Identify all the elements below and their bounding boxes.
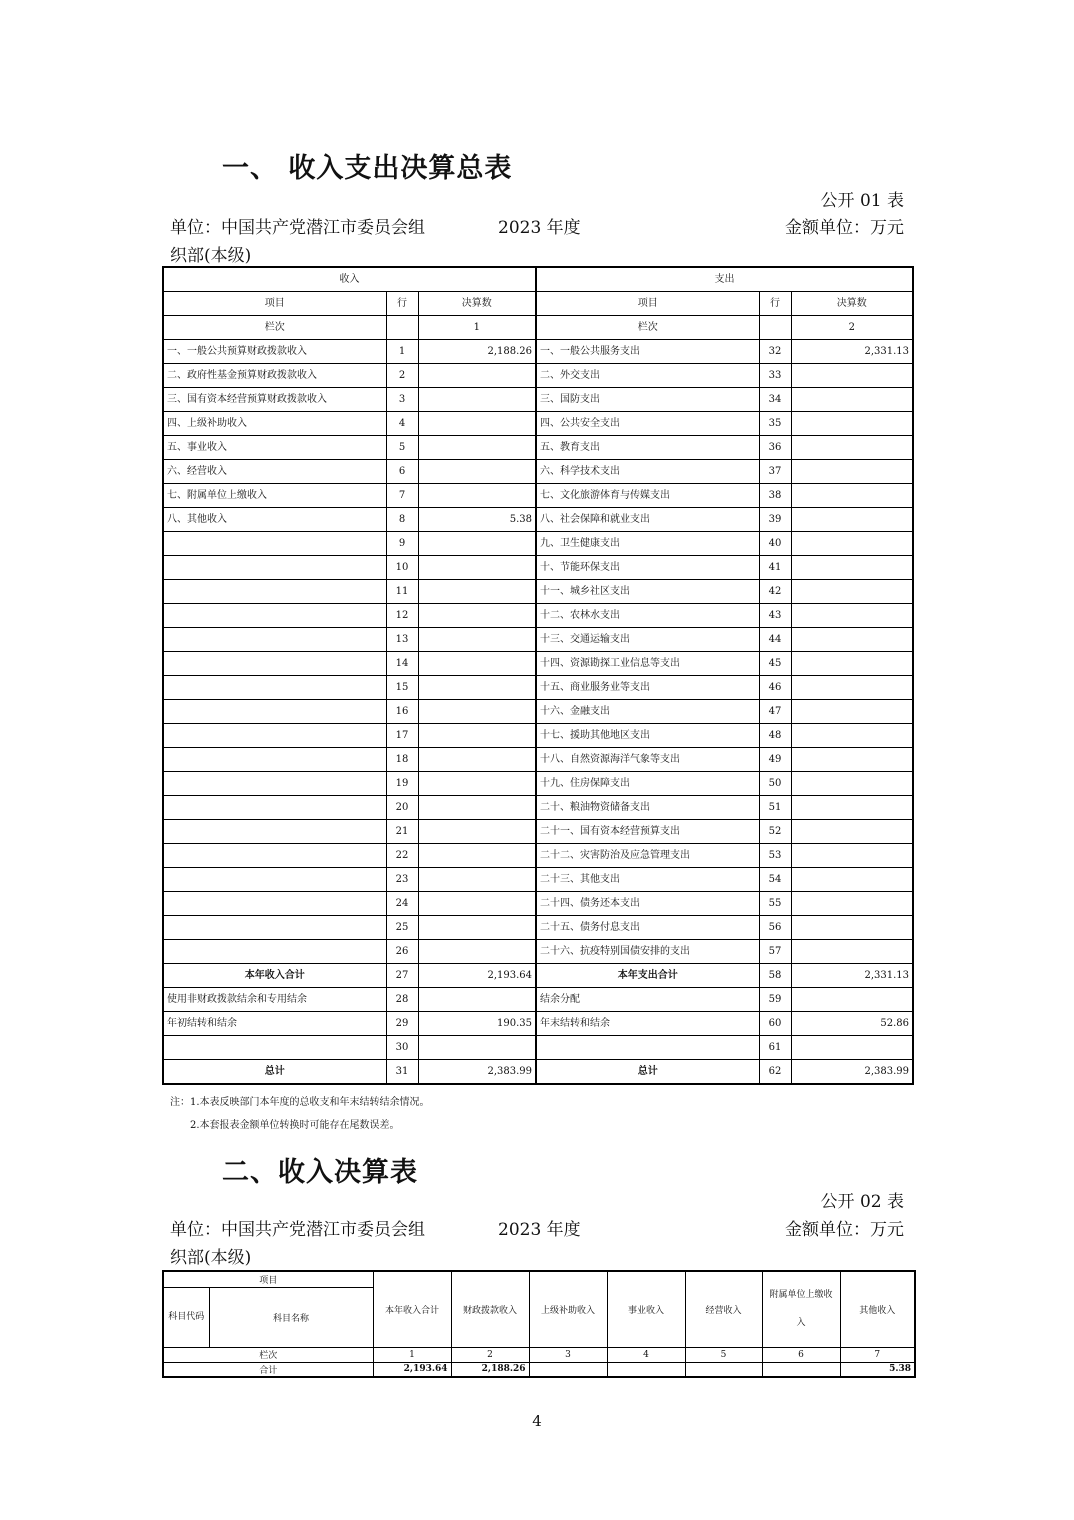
income-amount-cell: [418, 748, 536, 772]
expense-amount-cell: [791, 796, 913, 820]
expense-amount-cell: [791, 844, 913, 868]
table-row: [163, 964, 913, 988]
income-amount-cell: [418, 364, 536, 388]
table-row: [163, 748, 913, 772]
expense-item-cell: 五、教育支出: [536, 436, 759, 460]
expense-row-number: 48: [759, 724, 791, 748]
expense-item-cell: 十二、农林水支出: [536, 604, 759, 628]
t2-name-header: 科目名称: [209, 1287, 373, 1347]
expense-row-number: 41: [759, 556, 791, 580]
income-row-number: 6: [386, 460, 418, 484]
t2-total-c5: [685, 1362, 762, 1377]
t2-index-4: 4: [607, 1347, 685, 1362]
expense-item-cell: 十四、资源勘探工业信息等支出: [536, 652, 759, 676]
income-row-number: 5: [386, 436, 418, 460]
income-item-cell: [163, 868, 386, 892]
expense-amount-cell: [791, 676, 913, 700]
expense-amount-cell: [791, 604, 913, 628]
income-amount-cell: [418, 916, 536, 940]
t2-col-other: 其他收入: [840, 1271, 915, 1347]
t2-total-label: 合计: [163, 1362, 373, 1377]
income-item-cell: [163, 1036, 386, 1060]
expense-amount-cell: [791, 652, 913, 676]
income-row-number: 8: [386, 508, 418, 532]
table-row: [163, 556, 913, 580]
table-row: [163, 1060, 913, 1085]
t2-code-header: 科目代码: [163, 1287, 209, 1347]
expense-row-number: 60: [759, 1012, 791, 1036]
expense-row-number: 58: [759, 964, 791, 988]
expense-row-number: 61: [759, 1036, 791, 1060]
income-row-number: 30: [386, 1036, 418, 1060]
income-amount-cell: [418, 988, 536, 1012]
t2-total-c6: [762, 1362, 840, 1377]
income-row-number: 2: [386, 364, 418, 388]
income-item-cell: [163, 844, 386, 868]
expense-amount-cell: 2,331.13: [791, 340, 913, 364]
income-row-number: 18: [386, 748, 418, 772]
income-amount-cell: 2,383.99: [418, 1060, 536, 1085]
income-row-number: 17: [386, 724, 418, 748]
income-item-cell: [163, 820, 386, 844]
expense-item-cell: 总计: [536, 1060, 759, 1085]
expense-item-cell: 二十三、其他支出: [536, 868, 759, 892]
t2-total-row: [163, 1362, 915, 1377]
expense-row-number: 38: [759, 484, 791, 508]
expense-row-number: 62: [759, 1060, 791, 1085]
expense-row-number: 50: [759, 772, 791, 796]
income-amount-cell: [418, 484, 536, 508]
section1-amount-unit: 金额单位：万元: [785, 218, 904, 238]
expense-row-number: 57: [759, 940, 791, 964]
table-row: [163, 604, 913, 628]
expense-row-number: 40: [759, 532, 791, 556]
column-index-row: [163, 316, 913, 340]
expense-amount-cell: [791, 460, 913, 484]
expense-item-cell: 十七、援助其他地区支出: [536, 724, 759, 748]
income-row-number: 4: [386, 412, 418, 436]
expense-item-cell: 本年支出合计: [536, 964, 759, 988]
expense-amount-cell: [791, 820, 913, 844]
expense-amount-cell: [791, 436, 913, 460]
expense-row-number: 36: [759, 436, 791, 460]
income-item-cell: [163, 580, 386, 604]
income-row-number: 26: [386, 940, 418, 964]
table-row: [163, 628, 913, 652]
income-amount-cell: [418, 796, 536, 820]
expense-row-number: 45: [759, 652, 791, 676]
income-amount-cell: [418, 700, 536, 724]
expense-col-number: 2: [791, 316, 913, 340]
income-amount-cell: [418, 892, 536, 916]
t2-total-c3: [529, 1362, 607, 1377]
t2-index-6: 6: [762, 1347, 840, 1362]
income-item-cell: 三、国有资本经营预算财政拨款收入: [163, 388, 386, 412]
t2-index-1: 1: [373, 1347, 451, 1362]
income-amount-cell: 5.38: [418, 508, 536, 532]
income-item-cell: 五、事业收入: [163, 436, 386, 460]
expense-row-number: 54: [759, 868, 791, 892]
expense-item-cell: 六、科学技术支出: [536, 460, 759, 484]
empty-cell: [386, 316, 418, 340]
section2-title: 二、收入决算表: [222, 1157, 418, 1188]
expense-amount-cell: [791, 1036, 913, 1060]
income-amount-cell: [418, 676, 536, 700]
income-item-cell: 八、其他收入: [163, 508, 386, 532]
expense-amount-cell: 2,383.99: [791, 1060, 913, 1085]
table-row: [163, 340, 913, 364]
expense-amount-cell: [791, 508, 913, 532]
expense-amount-cell: 52.86: [791, 1012, 913, 1036]
income-row-number: 10: [386, 556, 418, 580]
expense-item-cell: 十、节能环保支出: [536, 556, 759, 580]
expense-amount-cell: [791, 988, 913, 1012]
section1-unit-cont: 织部(本级): [170, 246, 252, 266]
income-item-cell: 年初结转和结余: [163, 1012, 386, 1036]
expense-item-cell: 二十四、债务还本支出: [536, 892, 759, 916]
income-item-cell: 二、政府性基金预算财政拨款收入: [163, 364, 386, 388]
expense-item-cell: 二十一、国有资本经营预算支出: [536, 820, 759, 844]
t2-column-index-row: [163, 1347, 915, 1362]
income-amount-cell: [418, 868, 536, 892]
income-amount-cell: [418, 580, 536, 604]
income-item-cell: [163, 652, 386, 676]
income-amount-cell: [418, 820, 536, 844]
income-row-number: 12: [386, 604, 418, 628]
expense-item-cell: 三、国防支出: [536, 388, 759, 412]
table-row: [163, 988, 913, 1012]
t2-col-operating: 经营收入: [685, 1271, 762, 1347]
expense-item-cell: 四、公共安全支出: [536, 412, 759, 436]
t2-index-2: 2: [451, 1347, 529, 1362]
income-amount-cell: [418, 772, 536, 796]
expense-amount-cell: [791, 772, 913, 796]
expense-item-cell: 十九、住房保障支出: [536, 772, 759, 796]
expense-row-number: 39: [759, 508, 791, 532]
expense-row-number: 55: [759, 892, 791, 916]
t2-total-c2: 2,188.26: [451, 1362, 529, 1377]
income-row-number: 27: [386, 964, 418, 988]
expense-item-cell: 一、一般公共服务支出: [536, 340, 759, 364]
expense-item-cell: 十八、自然资源海洋气象等支出: [536, 748, 759, 772]
income-item-cell: [163, 700, 386, 724]
t2-item-header: 项目: [163, 1271, 373, 1287]
income-item-cell: [163, 604, 386, 628]
income-amount-cell: [418, 940, 536, 964]
expense-row-number: 47: [759, 700, 791, 724]
table-row: [163, 508, 913, 532]
expense-header: 支出: [536, 267, 913, 292]
expense-item-cell: 二十五、债务付息支出: [536, 916, 759, 940]
expense-row-number: 56: [759, 916, 791, 940]
income-item-cell: [163, 916, 386, 940]
income-item-cell: 一、一般公共预算财政拨款收入: [163, 340, 386, 364]
section2-unit-cont: 织部(本级): [170, 1248, 252, 1268]
expense-column-index: 栏次: [536, 316, 759, 340]
table-row: [163, 844, 913, 868]
section2-year: 2023 年度: [498, 1220, 581, 1240]
section1-year: 2023 年度: [498, 218, 581, 238]
income-item-cell: [163, 532, 386, 556]
table-row: [163, 772, 913, 796]
income-item-cell: [163, 892, 386, 916]
expense-row-number: 59: [759, 988, 791, 1012]
expense-item-cell: 九、卫生健康支出: [536, 532, 759, 556]
expense-item-cell: [536, 1036, 759, 1060]
income-amount-cell: [418, 628, 536, 652]
expense-item-cell: 十六、金融支出: [536, 700, 759, 724]
income-item-cell: [163, 748, 386, 772]
income-item-cell: [163, 796, 386, 820]
empty-cell: [759, 316, 791, 340]
income-amount-header: 决算数: [418, 292, 536, 316]
expense-row-number: 35: [759, 412, 791, 436]
note-1: 注：1.本表反映部门本年度的总收支和年末结转结余情况。: [170, 1097, 430, 1108]
expense-item-cell: 结余分配: [536, 988, 759, 1012]
table-row: [163, 820, 913, 844]
expense-item-cell: 年末结转和结余: [536, 1012, 759, 1036]
expense-row-number: 51: [759, 796, 791, 820]
expense-item-cell: 八、社会保障和就业支出: [536, 508, 759, 532]
income-item-cell: [163, 556, 386, 580]
t2-index-7: 7: [840, 1347, 915, 1362]
income-item-cell: [163, 724, 386, 748]
expense-amount-cell: 2,331.13: [791, 964, 913, 988]
expense-item-cell: 十五、商业服务业等支出: [536, 676, 759, 700]
expense-row-number: 44: [759, 628, 791, 652]
expense-amount-cell: [791, 940, 913, 964]
table-row: [163, 460, 913, 484]
table-row: [163, 916, 913, 940]
note-2: 2.本套报表金额单位转换时可能存在尾数误差。: [190, 1120, 400, 1131]
expense-row-number: 37: [759, 460, 791, 484]
section2-unit: 单位：中国共产党潜江市委员会组: [170, 1220, 425, 1240]
expense-item-cell: 二十六、抗疫特别国债安排的支出: [536, 940, 759, 964]
table-row: [163, 580, 913, 604]
expense-row-number: 32: [759, 340, 791, 364]
t2-header-row: [163, 1271, 915, 1287]
table-row: [163, 940, 913, 964]
expense-amount-cell: [791, 916, 913, 940]
income-column-index: 栏次: [163, 316, 386, 340]
table-row: [163, 652, 913, 676]
income-row-number: 1: [386, 340, 418, 364]
income-amount-cell: [418, 532, 536, 556]
t2-index-5: 5: [685, 1347, 762, 1362]
expense-amount-cell: [791, 628, 913, 652]
t2-col-superior: 上级补助收入: [529, 1271, 607, 1347]
income-row-number: 24: [386, 892, 418, 916]
income-item-cell: 六、经营收入: [163, 460, 386, 484]
expense-row-number: 53: [759, 844, 791, 868]
expense-row-number: 49: [759, 748, 791, 772]
t2-col-affiliated: 附属单位上缴收入: [762, 1271, 840, 1347]
income-amount-cell: [418, 844, 536, 868]
expense-row-number: 43: [759, 604, 791, 628]
income-amount-cell: [418, 460, 536, 484]
income-amount-cell: [418, 652, 536, 676]
expense-item-cell: 十三、交通运输支出: [536, 628, 759, 652]
income-item-cell: [163, 628, 386, 652]
t2-col-fiscal: 财政拨款收入: [451, 1271, 529, 1347]
income-row-number: 21: [386, 820, 418, 844]
income-row-number: 9: [386, 532, 418, 556]
expense-amount-cell: [791, 700, 913, 724]
table-row: [163, 868, 913, 892]
income-row-number: 22: [386, 844, 418, 868]
income-item-cell: 总计: [163, 1060, 386, 1085]
income-expense-summary-table: [162, 266, 914, 1085]
expense-amount-cell: [791, 388, 913, 412]
income-row-number: 15: [386, 676, 418, 700]
t2-total-c4: [607, 1362, 685, 1377]
income-item-header: 项目: [163, 292, 386, 316]
income-amount-cell: 2,188.26: [418, 340, 536, 364]
expense-row-number: 33: [759, 364, 791, 388]
income-amount-cell: [418, 604, 536, 628]
income-item-cell: [163, 676, 386, 700]
expense-item-cell: 十一、城乡社区支出: [536, 580, 759, 604]
expense-amount-cell: [791, 532, 913, 556]
income-item-cell: 本年收入合计: [163, 964, 386, 988]
t2-total-c1: 2,193.64: [373, 1362, 451, 1377]
table-row: [163, 436, 913, 460]
income-item-cell: 使用非财政拨款结余和专用结余: [163, 988, 386, 1012]
table-row: [163, 1036, 913, 1060]
income-amount-cell: [418, 724, 536, 748]
income-col-number: 1: [418, 316, 536, 340]
expense-row-number: 52: [759, 820, 791, 844]
table-row: [163, 700, 913, 724]
table-row: [163, 1012, 913, 1036]
expense-row-number: 42: [759, 580, 791, 604]
income-amount-cell: 190.35: [418, 1012, 536, 1036]
income-row-number: 13: [386, 628, 418, 652]
expense-amount-cell: [791, 556, 913, 580]
table-row: [163, 532, 913, 556]
section1-unit: 单位：中国共产党潜江市委员会组: [170, 218, 425, 238]
table-header-row: [163, 267, 913, 292]
expense-item-cell: 七、文化旅游体育与传媒支出: [536, 484, 759, 508]
income-row-number: 25: [386, 916, 418, 940]
expense-amount-cell: [791, 724, 913, 748]
income-row-number: 19: [386, 772, 418, 796]
income-row-number: 16: [386, 700, 418, 724]
income-row-number: 20: [386, 796, 418, 820]
t2-index-3: 3: [529, 1347, 607, 1362]
income-row-number: 3: [386, 388, 418, 412]
t2-total-c7: 5.38: [840, 1362, 915, 1377]
table-row: [163, 676, 913, 700]
expense-amount-cell: [791, 580, 913, 604]
income-row-number: 7: [386, 484, 418, 508]
t2-col-business: 事业收入: [607, 1271, 685, 1347]
income-amount-cell: [418, 412, 536, 436]
income-item-cell: 七、附属单位上缴收入: [163, 484, 386, 508]
income-item-cell: 四、上级补助收入: [163, 412, 386, 436]
expense-amount-cell: [791, 484, 913, 508]
income-row-header: 行: [386, 292, 418, 316]
expense-amount-cell: [791, 412, 913, 436]
income-amount-cell: [418, 388, 536, 412]
expense-item-header: 项目: [536, 292, 759, 316]
income-final-accounts-table: [162, 1270, 916, 1378]
expense-item-cell: 二十二、灾害防治及应急管理支出: [536, 844, 759, 868]
income-amount-cell: [418, 1036, 536, 1060]
income-amount-cell: 2,193.64: [418, 964, 536, 988]
section1-table-no: 公开 01 表: [820, 191, 904, 211]
expense-item-cell: 二十、粮油物资储备支出: [536, 796, 759, 820]
expense-amount-header: 决算数: [791, 292, 913, 316]
section1-title: 一、 收入支出决算总表: [222, 153, 513, 184]
page-number: 4: [532, 1412, 542, 1430]
expense-row-number: 34: [759, 388, 791, 412]
income-row-number: 29: [386, 1012, 418, 1036]
income-row-number: 23: [386, 868, 418, 892]
income-row-number: 14: [386, 652, 418, 676]
expense-amount-cell: [791, 868, 913, 892]
table-row: [163, 388, 913, 412]
expense-amount-cell: [791, 892, 913, 916]
table-row: [163, 412, 913, 436]
table-row: [163, 484, 913, 508]
expense-row-header: 行: [759, 292, 791, 316]
section2-amount-unit: 金额单位：万元: [785, 1220, 904, 1240]
income-item-cell: [163, 772, 386, 796]
table-row: [163, 724, 913, 748]
income-row-number: 11: [386, 580, 418, 604]
expense-amount-cell: [791, 748, 913, 772]
table-row: [163, 796, 913, 820]
section2-table-no: 公开 02 表: [820, 1192, 904, 1212]
income-row-number: 28: [386, 988, 418, 1012]
income-item-cell: [163, 940, 386, 964]
income-amount-cell: [418, 556, 536, 580]
income-amount-cell: [418, 436, 536, 460]
t2-col-total-income: 本年收入合计: [373, 1271, 451, 1347]
expense-amount-cell: [791, 364, 913, 388]
income-row-number: 31: [386, 1060, 418, 1085]
expense-row-number: 46: [759, 676, 791, 700]
table-row: [163, 364, 913, 388]
income-header: 收入: [163, 267, 536, 292]
table-row: [163, 892, 913, 916]
t2-column-index: 栏次: [163, 1347, 373, 1362]
expense-item-cell: 二、外交支出: [536, 364, 759, 388]
table-subheader-row: [163, 292, 913, 316]
